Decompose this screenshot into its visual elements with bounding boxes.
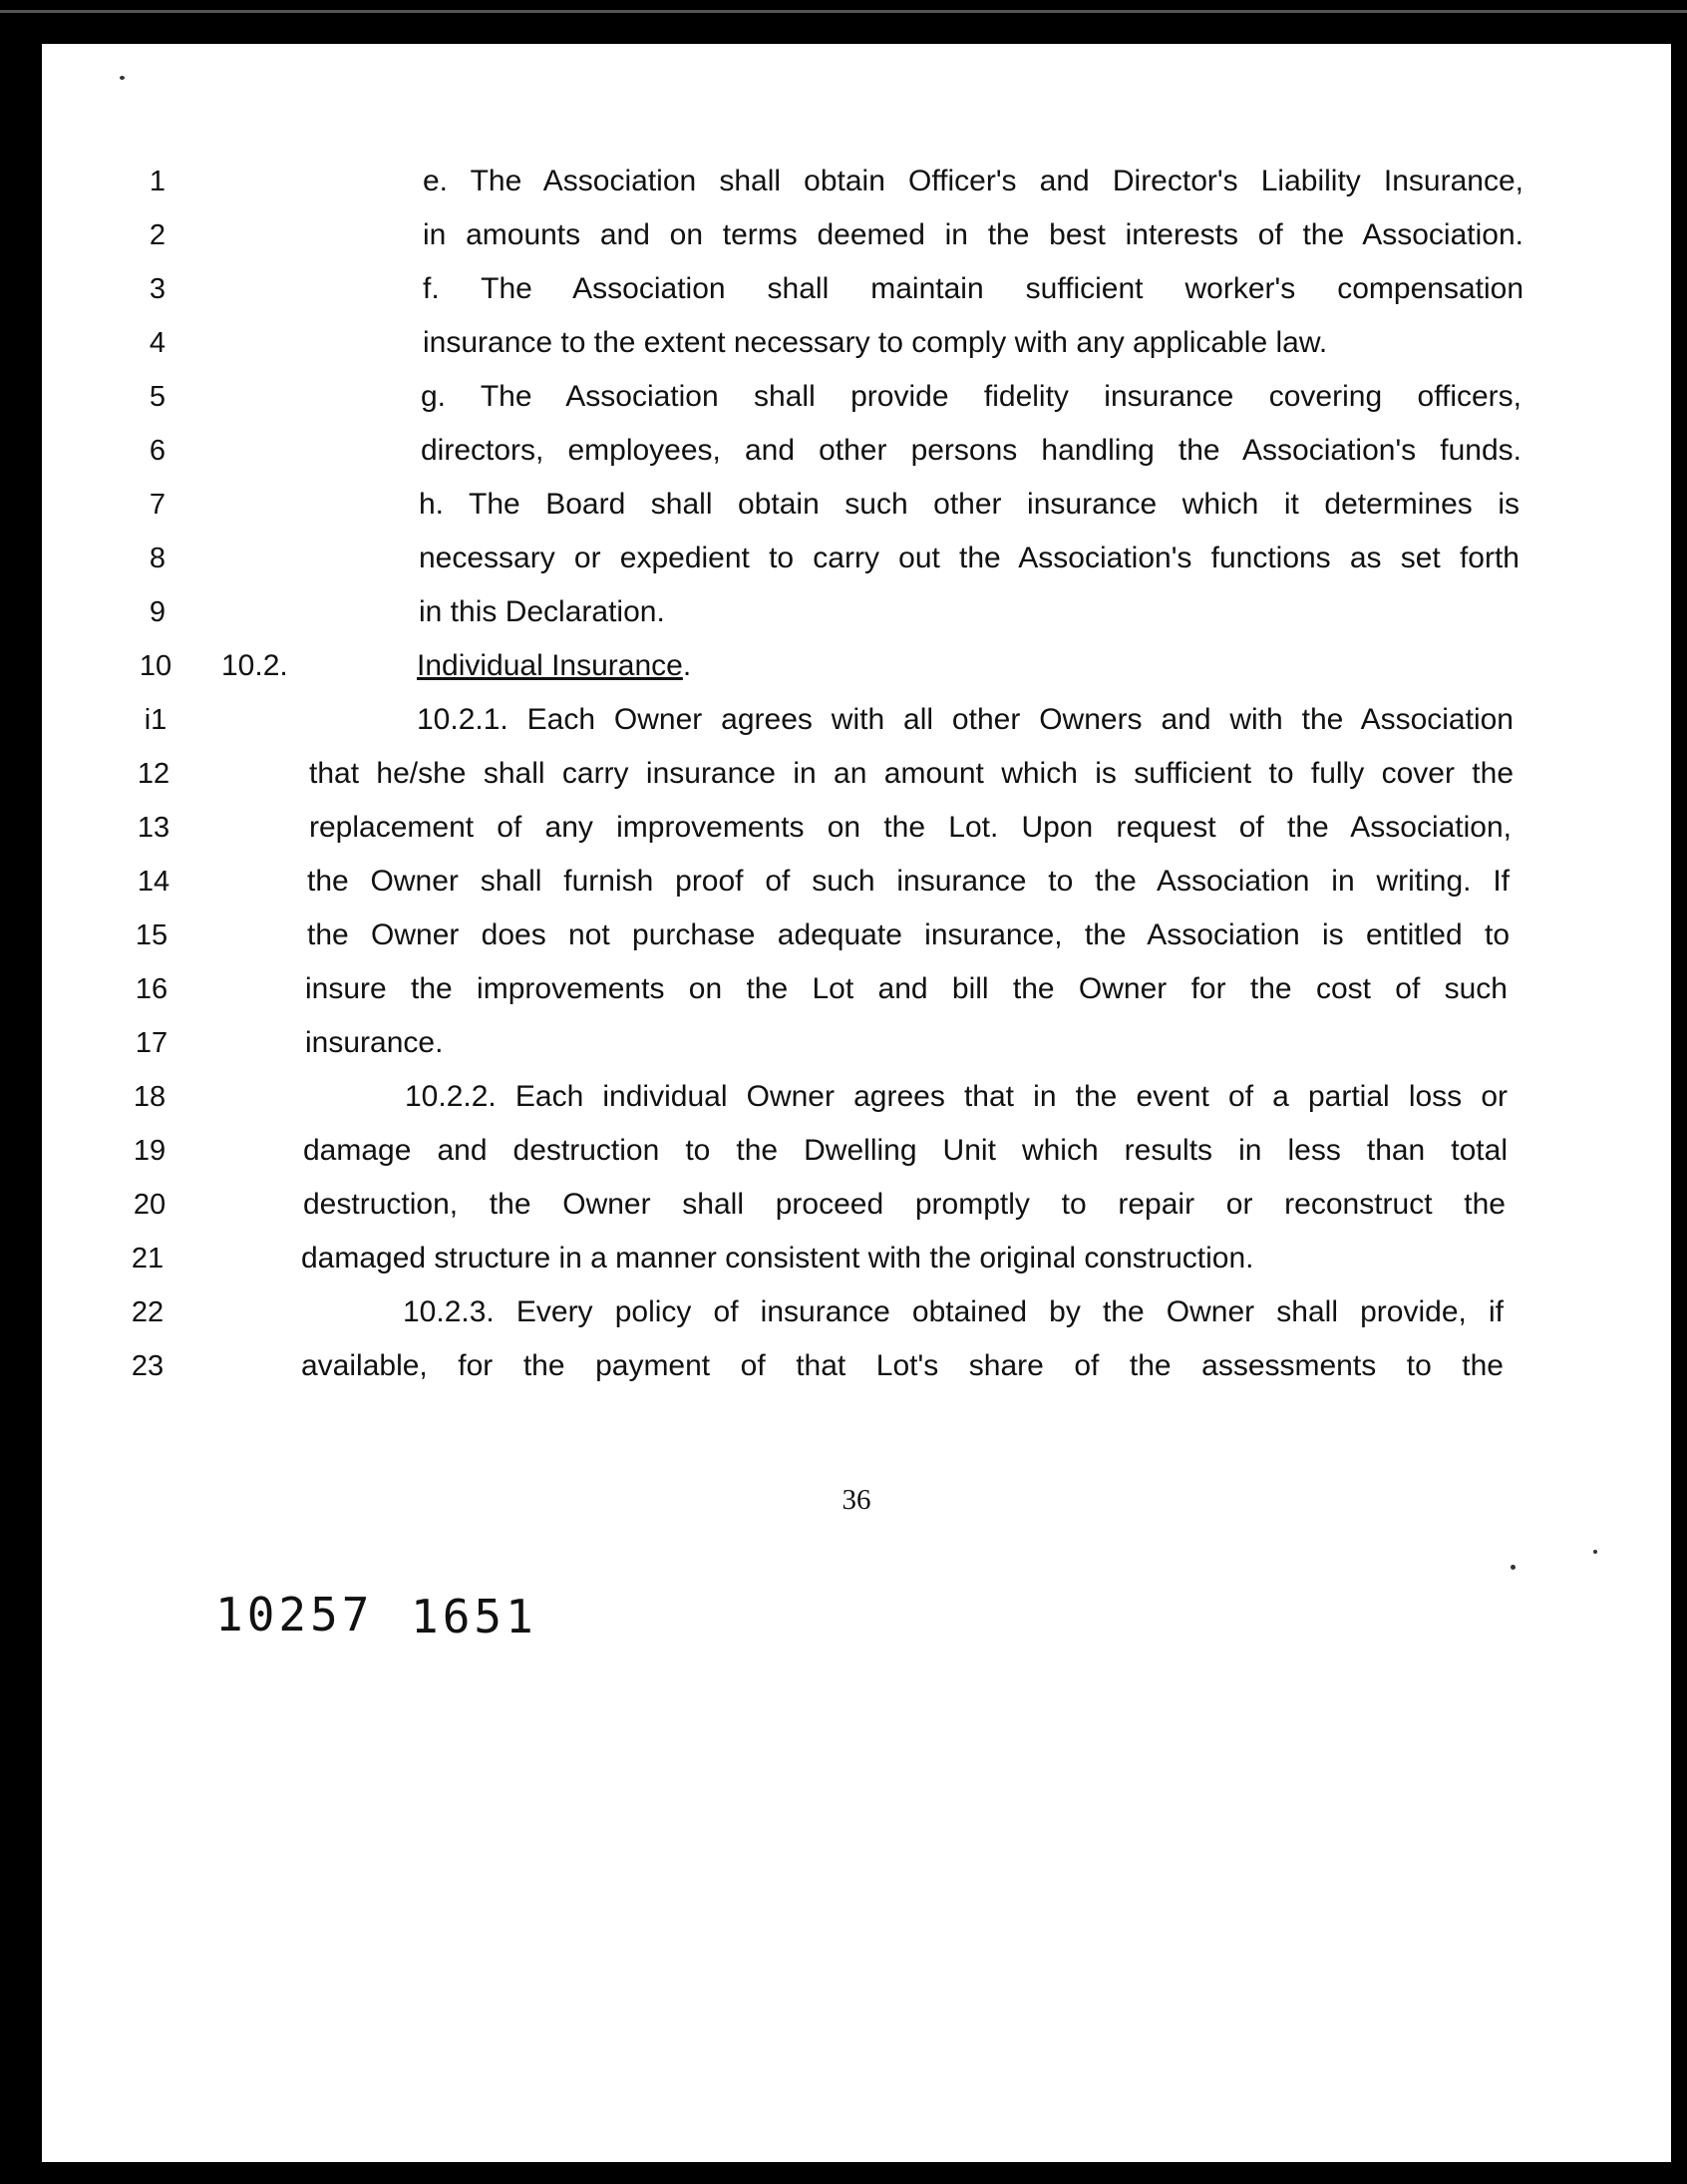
line-number: 4 — [149, 327, 167, 359]
line-number: 8 — [149, 543, 167, 574]
line-number: 13 — [137, 812, 170, 844]
text-line: in amounts and on terms deemed in the best interests of the Association. — [423, 218, 1523, 251]
line-number: 1 — [149, 166, 167, 197]
line-number: 23 — [131, 1350, 165, 1382]
text-line: the Owner shall furnish proof of such insurance to the Association in writing. If — [307, 865, 1510, 898]
text-line: 10.2.3. Every policy of insurance obtained by the Owner shall provide, if — [403, 1295, 1504, 1328]
text-line: replacement of any improvements on the Lot. Upon request of the Association, — [309, 811, 1512, 844]
line-number: 20 — [133, 1189, 167, 1221]
text-line: insure the improvements on the Lot and bill the Owner for the cost of such — [305, 972, 1508, 1005]
recording-stamp-page: 1651 — [411, 1590, 537, 1643]
line-number: 17 — [135, 1027, 169, 1059]
text-line: e. The Association shall obtain Officer's and Director's Liability Insurance, — [423, 165, 1523, 197]
text-line: in this Declaration. — [419, 595, 665, 628]
line-number: 10 — [139, 650, 172, 682]
section-number: 10.2. — [221, 649, 288, 682]
line-number: 14 — [137, 866, 170, 898]
recording-stamp-book: 10257 — [215, 1588, 374, 1641]
line-number: 9 — [149, 596, 167, 628]
line-number: 12 — [137, 758, 170, 790]
section-heading — [417, 648, 691, 684]
scan-border-line — [0, 10, 1687, 13]
line-number: i1 — [144, 704, 168, 736]
text-line: destruction, the Owner shall proceed promptly to repair or reconstruct the — [303, 1188, 1506, 1221]
scan-speck — [1593, 1550, 1597, 1554]
text-line: damage and destruction to the Dwelling Unit which results in less than total — [303, 1134, 1508, 1167]
line-number: 22 — [131, 1296, 165, 1328]
scan-speck — [120, 76, 125, 80]
line-number: 5 — [149, 381, 167, 413]
line-number: 15 — [135, 919, 169, 951]
line-number: 3 — [149, 273, 167, 305]
scan-speck — [1511, 1565, 1516, 1570]
document-page — [42, 44, 1671, 2162]
page-number: 36 — [842, 1484, 871, 1516]
line-number: 19 — [133, 1135, 167, 1167]
text-line: h. The Board shall obtain such other insurance which it determines is — [419, 488, 1519, 521]
text-line: insurance to the extent necessary to comply with any applicable law. — [423, 326, 1328, 359]
line-number: 18 — [133, 1081, 167, 1113]
text-line: the Owner does not purchase adequate insurance, the Association is entitled to — [307, 918, 1510, 951]
text-line: available, for the payment of that Lot's share of the assessments to the — [301, 1349, 1504, 1382]
text-line: g. The Association shall provide fidelity insurance covering officers, — [421, 380, 1521, 413]
text-line: insurance. — [305, 1026, 444, 1059]
line-number: 2 — [149, 219, 167, 251]
text-line: 10.2.1. Each Owner agrees with all other Owners and with the Association — [417, 703, 1514, 736]
text-line: f. The Association shall maintain sufficient worker's compensation — [423, 272, 1523, 305]
section-title-period: . — [682, 649, 692, 682]
line-number: 21 — [131, 1243, 165, 1274]
text-line: 10.2.2. Each individual Owner agrees that in the event of a partial loss or — [405, 1080, 1508, 1113]
line-number: 7 — [149, 489, 167, 521]
section-title: Individual Insurance — [417, 649, 683, 682]
text-line: directors, employees, and other persons handling the Association's funds. — [421, 434, 1521, 467]
text-line: that he/she shall carry insurance in an amount which is sufficient to fully cover the — [309, 757, 1514, 790]
line-number: 6 — [149, 435, 167, 467]
text-line: damaged structure in a manner consistent with the original construction. — [301, 1242, 1254, 1274]
text-line: necessary or expedient to carry out the Association's functions as set forth — [419, 542, 1519, 574]
line-number: 16 — [135, 973, 169, 1005]
